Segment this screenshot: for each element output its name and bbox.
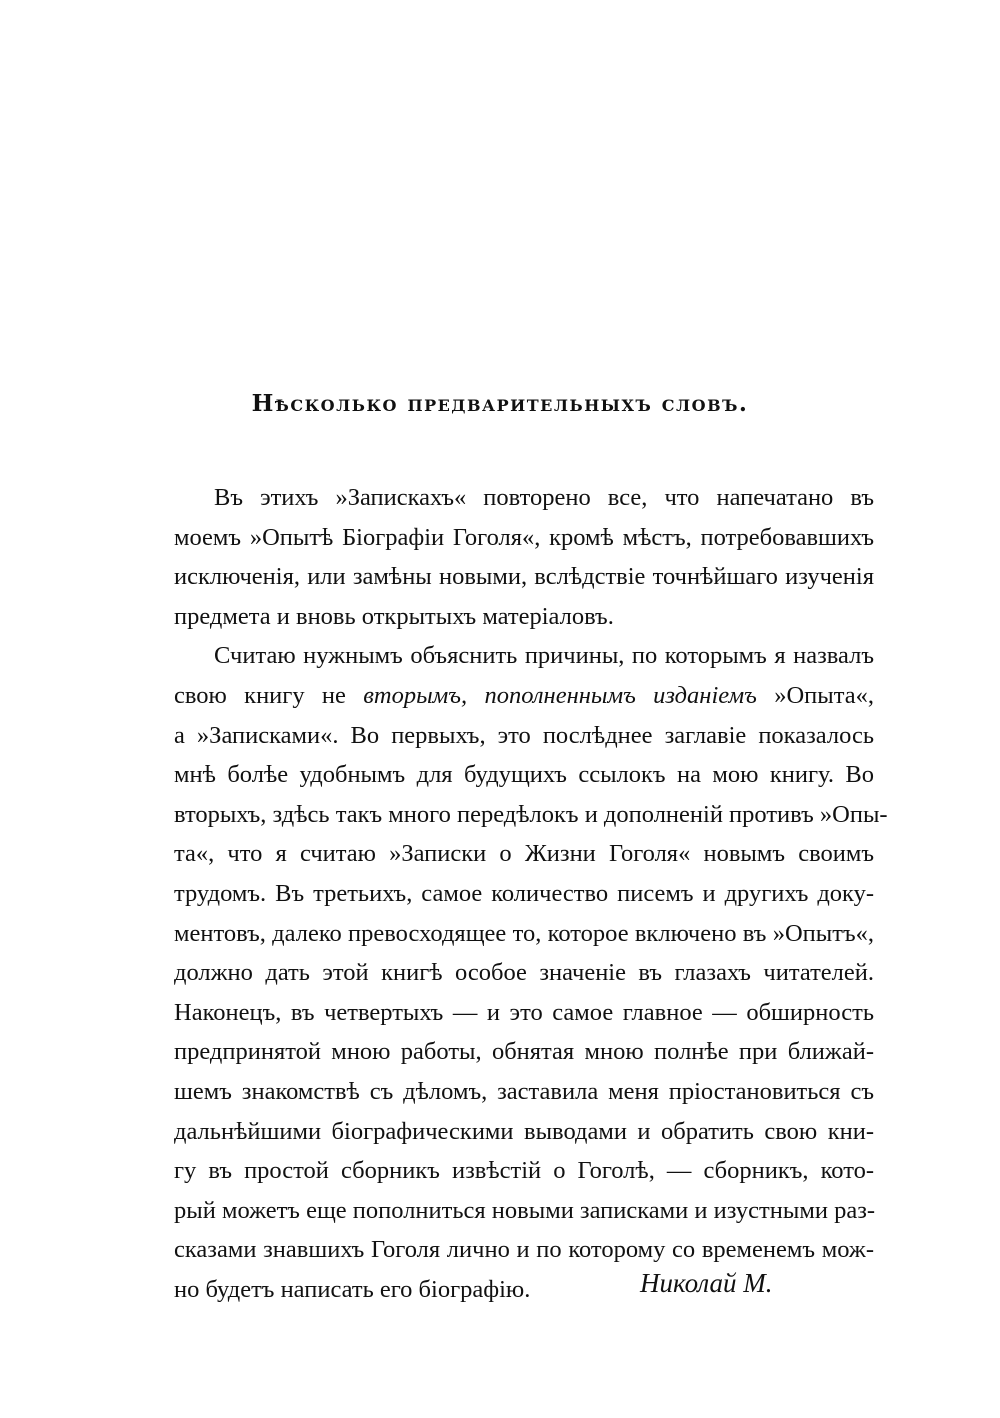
text-line: Наконецъ, въ четвертыхъ — и это самое главное — обширность xyxy=(174,998,874,1026)
italic-phrase: вторымъ, пополненнымъ изданіемъ xyxy=(363,681,757,709)
text-line: мнѣ болѣе удобнымъ для будущихъ ссылокъ на мою книгу. Во xyxy=(174,761,874,789)
text-line: предмета и вновь открытыхъ матеріаловъ. xyxy=(174,602,614,630)
text-line: а »Записками«. Во первыхъ, это послѣднее заглавіе показалось xyxy=(174,721,874,749)
text-line: Въ этихъ »Запискахъ« повторено все, что напечатано въ xyxy=(214,484,874,511)
text-line: гу въ простой сборникъ извѣстій о Гоголѣ, — сборникъ, кото- xyxy=(174,1157,874,1185)
text-segment: свою книгу не xyxy=(174,681,364,709)
text-line: та«, что я считаю »Записки о Жизни Гоголя« новымъ своимъ xyxy=(174,840,874,868)
text-line: должно дать этой книгѣ особое значеніе въ глазахъ читателей. xyxy=(174,959,874,987)
text-line: но будетъ написать его біографію. xyxy=(174,1275,531,1303)
text-line: сказами знавшихъ Гоголя лично и по которому со временемъ мож- xyxy=(174,1236,874,1264)
page-title: Нѣсколько предварительныхъ словъ. xyxy=(251,390,749,417)
text-line: моемъ »Опытѣ Біографіи Гоголя«, кромѣ мѣстъ, потребовавшихъ xyxy=(174,523,874,551)
text-line-mixed xyxy=(174,676,874,716)
text-line: ментовъ, далеко превосходящее то, которое включено въ »Опытъ«, xyxy=(174,919,874,947)
text-line: Считаю нужнымъ объяснить причины, по которымъ я назвалъ xyxy=(214,642,874,670)
text-line: шемъ знакомствѣ съ дѣломъ, заставила меня пріостановиться съ xyxy=(174,1077,874,1105)
text-line: исключенія, или замѣны новыми, вслѣдствіе точнѣйшаго изученія xyxy=(174,563,874,591)
text-segment: »Опыта«, xyxy=(756,681,874,709)
text-line: трудомъ. Въ третьихъ, самое количество писемъ и другихъ доку- xyxy=(174,879,874,907)
text-line: вторыхъ, здѣсь такъ много передѣлокъ и дополненій противъ »Опы- xyxy=(174,800,888,828)
text-line: рый можетъ еще пополниться новыми записками и изустными раз- xyxy=(174,1196,876,1224)
body-text xyxy=(174,478,888,1309)
text-line: дальнѣйшими біографическими выводами и обратить свою кни- xyxy=(174,1117,874,1145)
author-signature: Николай М. xyxy=(640,1268,773,1298)
text-line: предпринятой мною работы, обнятая мною полнѣе при ближай- xyxy=(174,1038,874,1066)
